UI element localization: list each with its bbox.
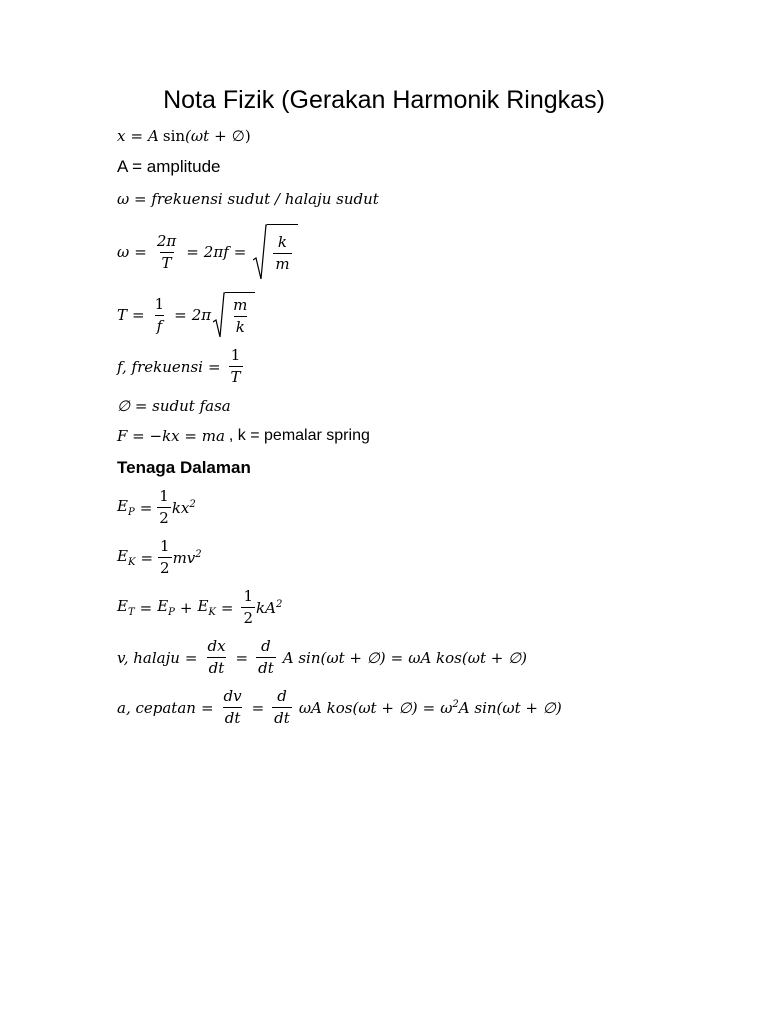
hooke-law-expression: F = −kx = ma (117, 427, 225, 445)
phase-definition-text: ∅ = sudut fasa (117, 397, 231, 415)
velocity-label: v, halaju (117, 648, 180, 667)
omega-definition (117, 190, 379, 208)
sin-function: sin (162, 127, 186, 145)
potential-energy-equation: $E_P$ = $\frac{1}{2}$ $kx^2$ (117, 487, 196, 527)
velocity-equation: v, halaju = $\frac{dx}{dt}$ = $\frac{d}{dt}$ A sin(ωt + ∅) = ωA kos(ωt + ∅) (117, 637, 528, 677)
acceleration-equation: a, cepatan = $\frac{dv}{dt}$ = $\frac{d}{dt}$ ωA kos(ωt + ∅) = $\omega^2A$ sin(ωt + ∅) (117, 687, 562, 727)
fraction-1-over-f: $\frac{1}{f}$ (154, 294, 165, 335)
omega-definition-text: ω = frekuensi sudut / halaju sudut (117, 190, 379, 208)
kinetic-energy-equation: $E_K$ = $\frac{1}{2}$ $mv^2$ (117, 537, 202, 577)
displacement-equation: x = A sin (ωt + ∅) (117, 127, 251, 145)
var-x: x (117, 127, 126, 145)
two-pi-f: 2πf (203, 243, 229, 261)
force-equation (117, 427, 370, 445)
fraction-2pi-over-T: $\frac{2\pi}{T}$ (156, 231, 177, 272)
var-amplitude: A (148, 127, 159, 145)
acceleration-label: a, cepatan (117, 698, 196, 717)
frequency-formula: f, frekuensi = $\frac{1}{T}$ (117, 346, 241, 386)
two-pi: 2π (191, 306, 212, 324)
phase-term: ∅) (231, 127, 251, 145)
period-symbol: T (117, 306, 128, 324)
fraction-1-over-T: $\frac{1}{T}$ (230, 346, 241, 386)
total-energy-equation: $E_T$ = $E_P$ + $E_K$ = $\frac{1}{2}$ $kA^2$ (117, 587, 283, 627)
section-heading (117, 458, 251, 478)
omega-formula: ω = $\frac{2\pi}{T}$ = 2πf = $\frac{k}{m}$ (117, 224, 298, 280)
square-root-m-over-k: $\frac{m}{k}$ (213, 292, 255, 338)
angle-term: (ωt (185, 127, 210, 145)
frequency-label: f, frekuensi (117, 357, 203, 376)
period-formula: T = $\frac{1}{f}$ = 2π $\frac{m}{k}$ (117, 292, 255, 338)
energy-heading: Tenaga Dalaman (117, 458, 251, 477)
spring-constant-note: , k = pemalar spring (228, 427, 370, 444)
page-title: Nota Fizik (Gerakan Harmonik Ringkas) (163, 86, 605, 114)
omega-symbol: ω (117, 243, 130, 261)
amplitude-definition (117, 157, 221, 177)
amplitude-text: A = amplitude (117, 157, 221, 176)
phase-definition (117, 397, 231, 415)
square-root-k-over-m: $\frac{k}{m}$ (253, 224, 297, 280)
